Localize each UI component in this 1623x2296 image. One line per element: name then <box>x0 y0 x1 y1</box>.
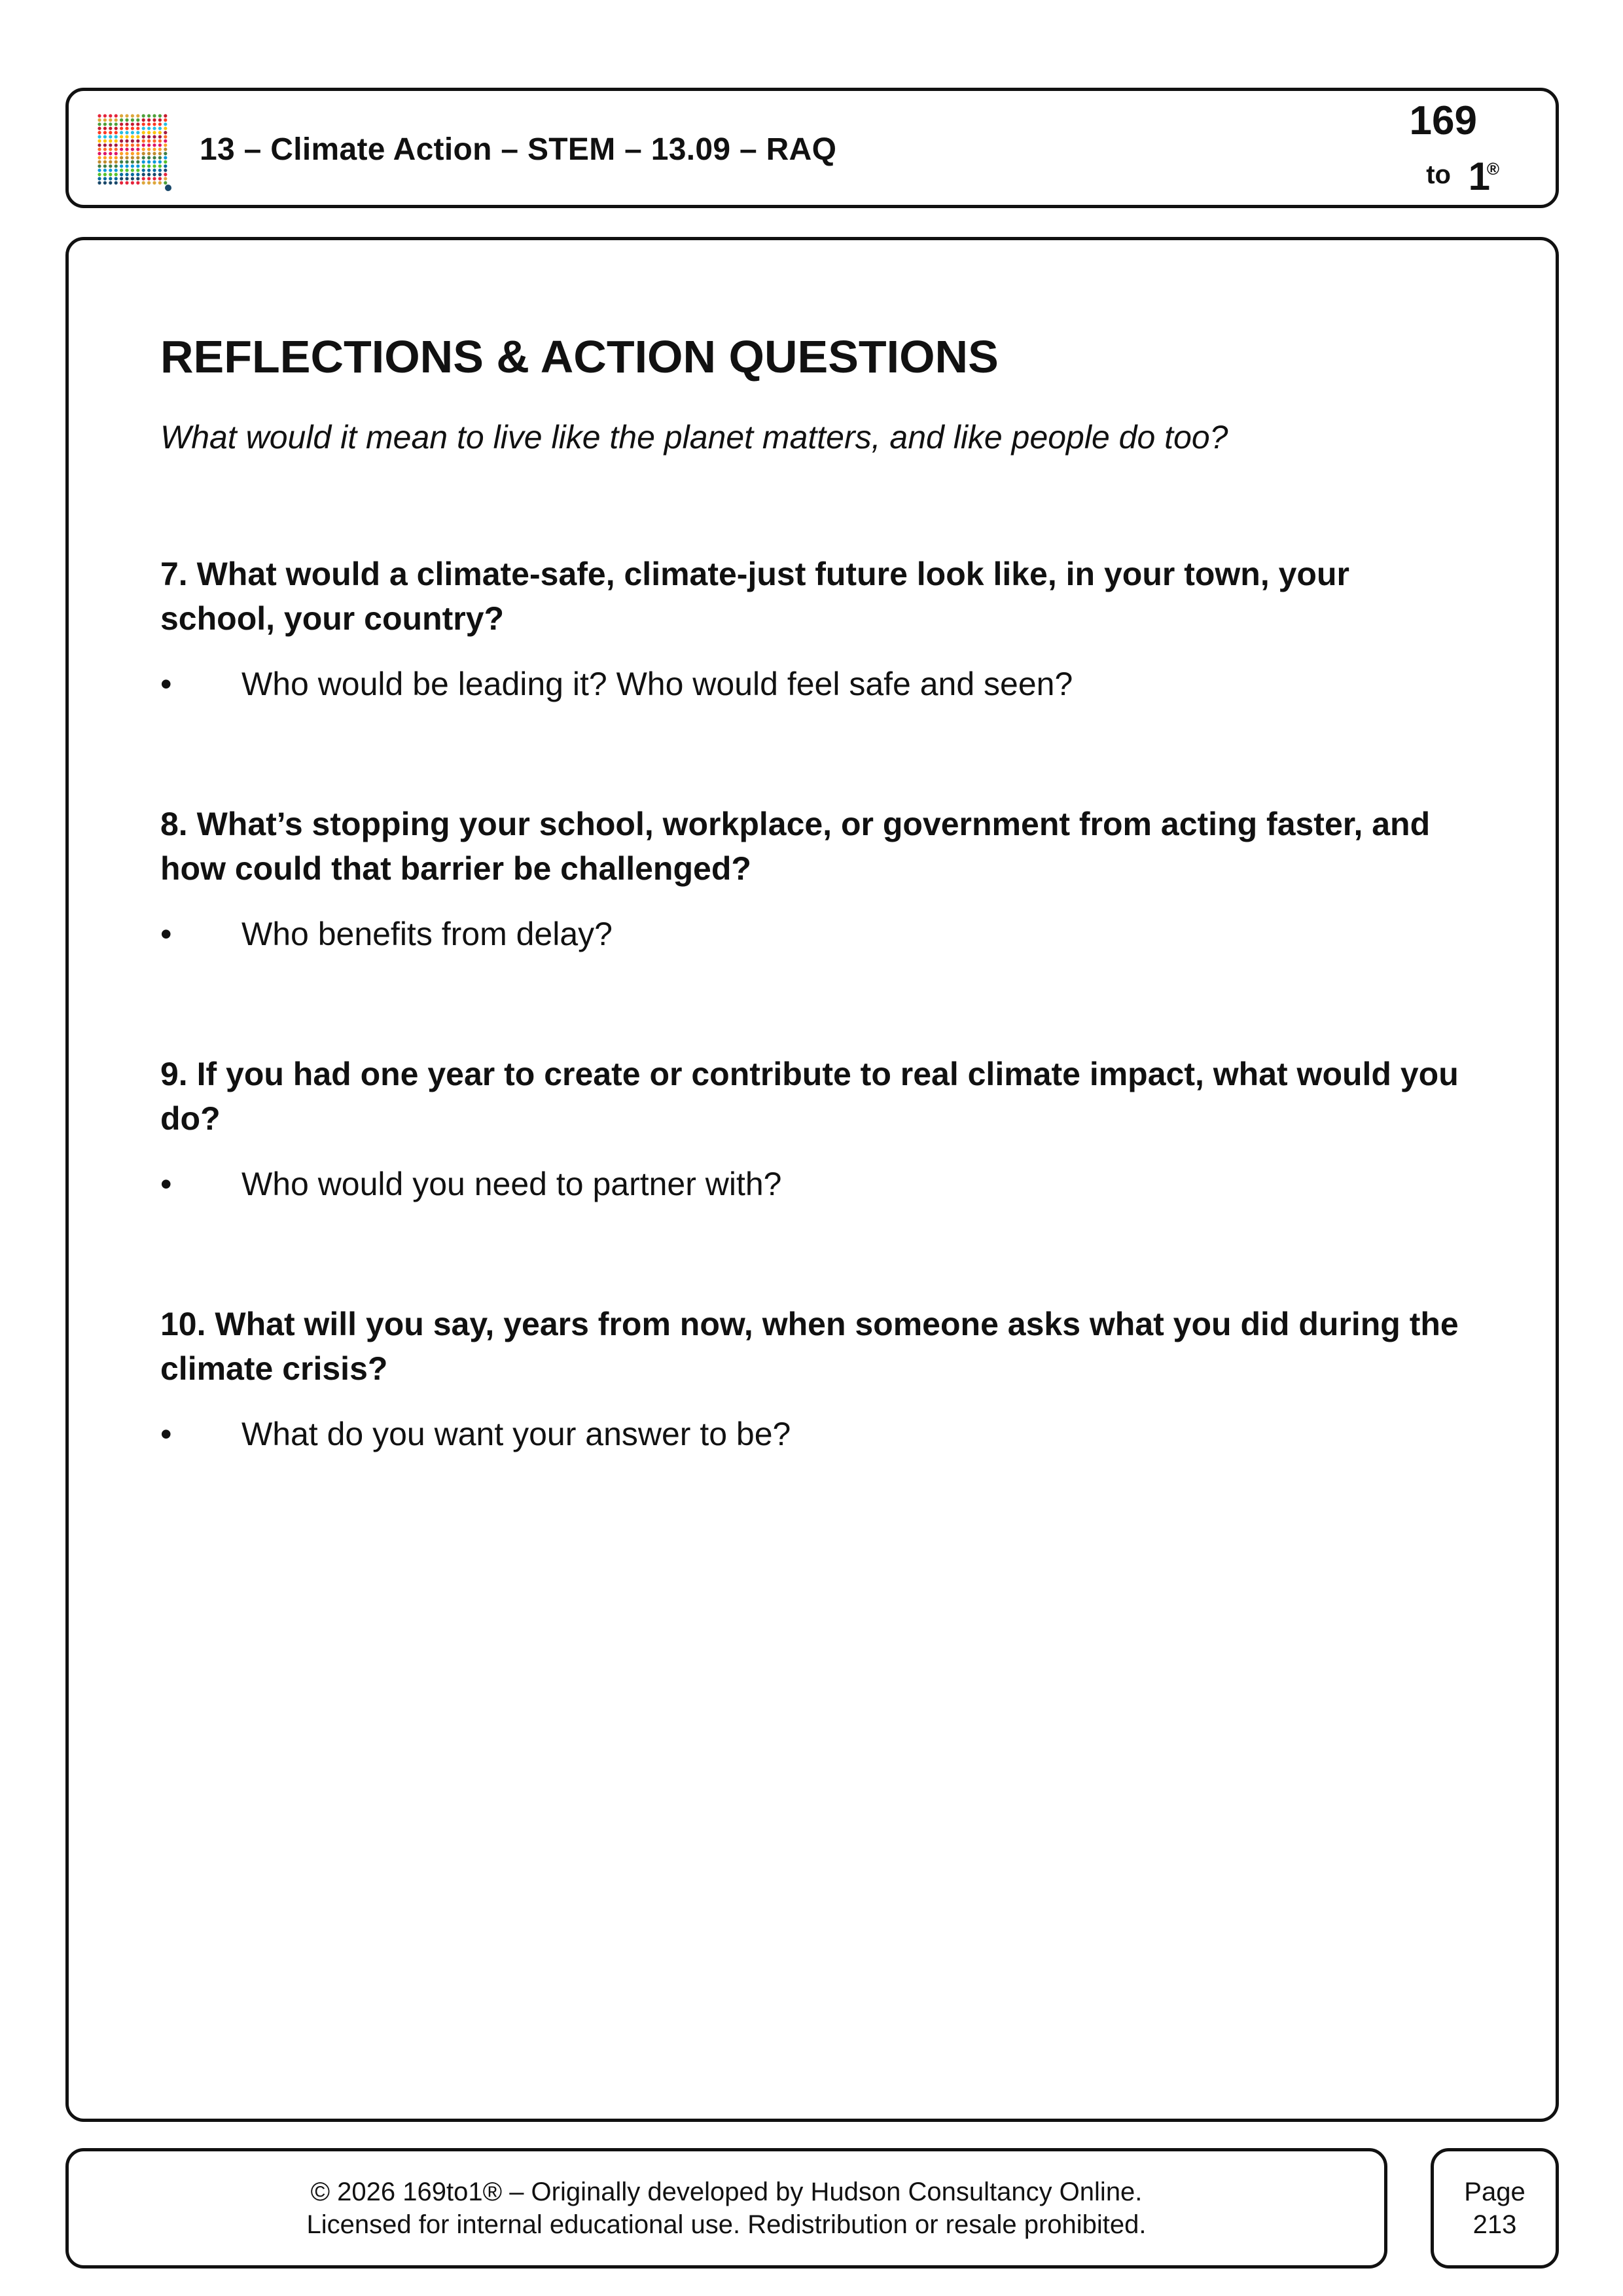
brand-number: 169 <box>1409 98 1477 143</box>
bullet-icon: • <box>160 1416 172 1452</box>
question-item <box>160 1302 1469 1456</box>
brand-registered-mark: ® <box>1486 159 1499 179</box>
question-text: 7. What would a climate-safe, climate-just future look like, in your town, your school, your country? <box>160 556 1349 637</box>
prompt-text: Who benefits from delay? <box>241 916 613 952</box>
question-text: 9. If you had one year to create or contribute to real climate impact, what would you do? <box>160 1056 1459 1137</box>
prompt-text: Who would you need to partner with? <box>241 1166 782 1202</box>
question-text: 8. What’s stopping your school, workplace, or government from acting faster, and how could that barrier be challenged? <box>160 806 1431 887</box>
prompt-text: Who would be leading it? Who would feel safe and seen? <box>241 666 1073 702</box>
page-footer <box>65 2148 1387 2269</box>
content-panel <box>65 237 1559 2122</box>
question-prompt <box>160 1412 1469 1456</box>
section-subtitle: What would it mean to live like the planet matters, and like people do too? <box>160 419 1228 456</box>
copyright-text: © 2026 169to1® – Originally developed by Hudson Consultancy Online. <box>310 2178 1143 2206</box>
brand-to: to <box>1426 160 1451 189</box>
page-number: 213 <box>1472 2210 1517 2239</box>
question-prompt <box>160 1162 1469 1206</box>
question-item <box>160 802 1469 956</box>
question-prompt <box>160 662 1469 706</box>
question-text: 10. What will you say, years from now, when someone asks what you did during the climate crisis? <box>160 1306 1459 1387</box>
license-text: Licensed for internal educational use. Redistribution or resale prohibited. <box>306 2210 1147 2239</box>
prompt-text: What do you want your answer to be? <box>241 1416 791 1452</box>
brand-one: 1 <box>1468 154 1490 198</box>
bullet-icon: • <box>160 666 172 702</box>
bullet-icon: • <box>160 916 172 952</box>
bullet-icon: • <box>160 1166 172 1202</box>
sdg-dot-grid-icon <box>96 113 173 192</box>
header-title: 13 – Climate Action – STEM – 13.09 – RAQ <box>200 132 837 167</box>
page-label: Page <box>1464 2178 1525 2206</box>
page-header <box>65 88 1559 208</box>
section-title: REFLECTIONS & ACTION QUESTIONS <box>160 331 999 382</box>
question-prompt <box>160 912 1469 956</box>
question-item <box>160 552 1469 706</box>
page-number-box <box>1431 2148 1559 2269</box>
question-item <box>160 1052 1469 1206</box>
